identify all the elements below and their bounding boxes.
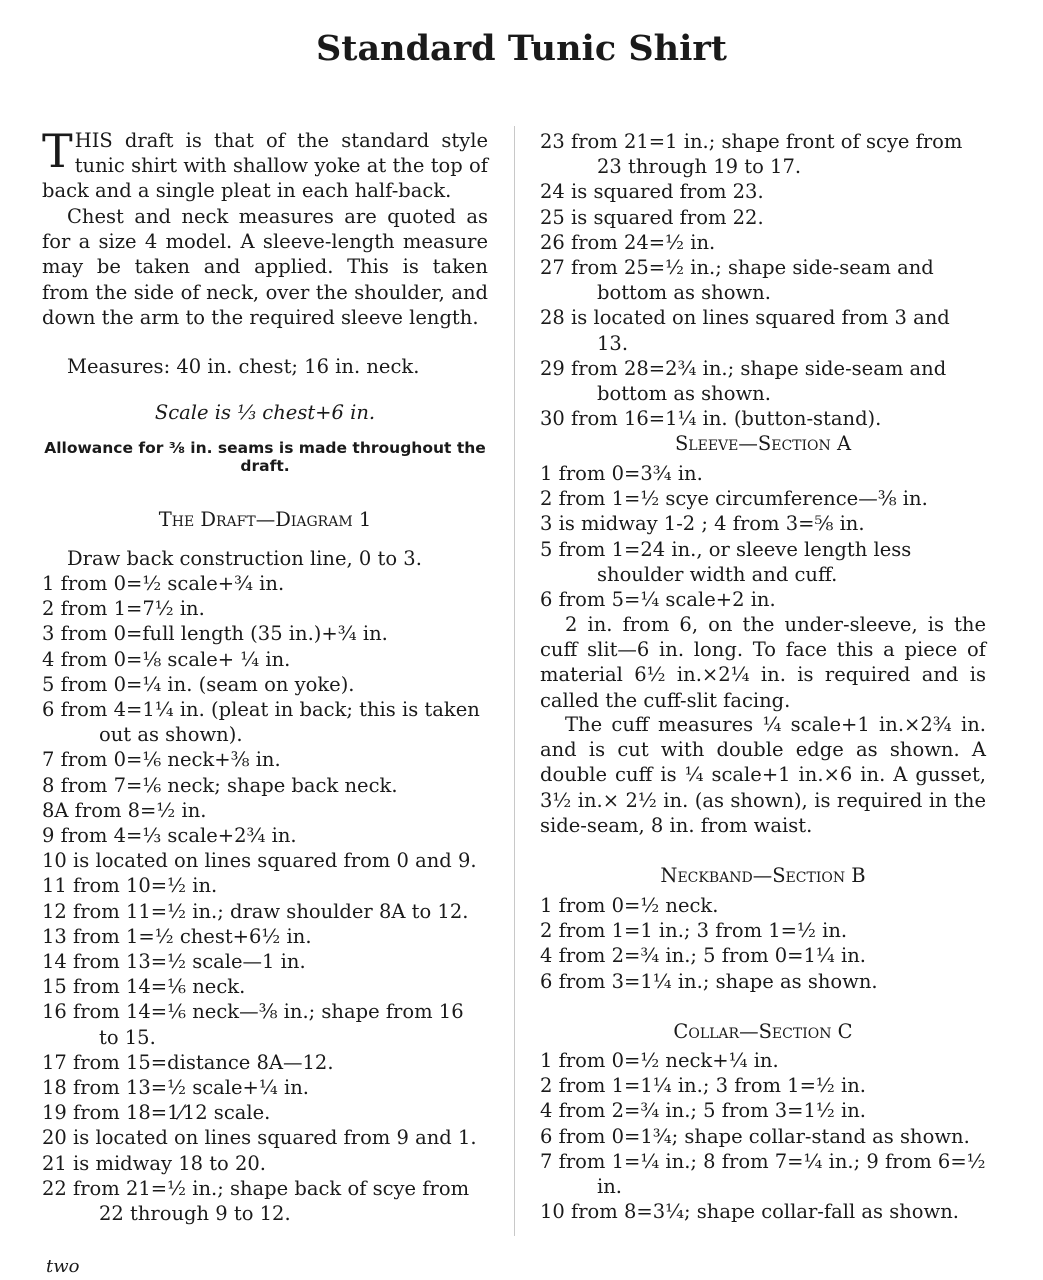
neckband-steps-list	[540, 893, 986, 994]
draft-step: 24 is squared from 23.	[540, 180, 764, 204]
draft-step: 14 from 13=½ scale—1 in.	[42, 950, 306, 974]
draft-step: 23 from 21=1 in.; shape front of scye from 23 through 19 to 17.	[540, 130, 963, 179]
draft-intro-line: Draw back construction line, 0 to 3.	[67, 547, 422, 570]
draft-step: 28 is located on lines squared from 3 and 13.	[540, 306, 950, 355]
draft-step: 15 from 14=⅙ neck.	[42, 975, 246, 999]
draft-step: 22 from 21=½ in.; shape back of scye from 22 through 9 to 12.	[42, 1176, 470, 1226]
draft-step: 9 from 4=⅓ scale+2¾ in.	[42, 824, 297, 848]
draft-step: 20 is located on lines squared from 9 and 1.	[42, 1126, 477, 1150]
measures-line: Measures: 40 in. chest; 16 in. neck.	[67, 355, 420, 378]
draft-step: 19 from 18=1⁄12 scale.	[42, 1101, 271, 1125]
draft-step: 10 is located on lines squared from 0 and 9.	[42, 849, 477, 873]
draft-step: 11 from 10=½ in.	[42, 874, 218, 898]
draft-heading: The Draft—Diagram 1	[158, 508, 372, 531]
draft-step: 5 from 0=¼ in. (seam on yoke).	[42, 672, 355, 696]
draft-step: 16 from 14=⅙ neck—⅜ in.; shape from 16 to 15.	[42, 1000, 464, 1049]
sleeve-heading: Sleeve—Section A	[674, 432, 852, 455]
sleeve-step: 2 from 1=½ scye circumference—⅜ in.	[540, 487, 928, 511]
collar-heading: Collar—Section C	[673, 1020, 853, 1043]
scale-line: Scale is ⅓ chest+6 in.	[154, 401, 376, 424]
draft-step: 4 from 0=⅛ scale+ ¼ in.	[42, 647, 291, 671]
draft-step: 17 from 15=distance 8A—12.	[42, 1050, 334, 1074]
collar-step: 2 from 1=1¼ in.; 3 from 1=½ in.	[540, 1074, 866, 1098]
neckband-step: 1 from 0=½ neck.	[540, 894, 719, 917]
intro-paragraph-1: THIS draft is that of the standard style tunic shirt with shallow yoke at the top of back and a single pleat in each half-back.	[42, 124, 488, 203]
sleeve-step: 1 from 0=3¾ in.	[540, 462, 703, 485]
draft-step: 8A from 8=½ in.	[42, 798, 207, 822]
draft-step: 8 from 7=⅙ neck; shape back neck.	[42, 773, 398, 797]
page-title: Standard Tunic Shirt	[316, 28, 727, 69]
sleeve-step: 5 from 1=24 in., or sleeve length less shoulder width and cuff.	[540, 537, 912, 586]
draft-step: 29 from 28=2¾ in.; shape side-seam and bottom as shown.	[540, 356, 947, 406]
collar-step: 1 from 0=½ neck+¼ in.	[540, 1049, 779, 1072]
intro-paragraph-2: Chest and neck measures are quoted as for a size 4 model. A sleeve-length measure may be taken and applied. This is taken from the side of neck, over the shoulder, and down the arm to the required sleeve length.	[42, 205, 488, 329]
draft-step: 6 from 4=1¼ in. (pleat in back; this is taken out as shown).	[42, 698, 480, 747]
draft-step: 27 from 25=½ in.; shape side-seam and bottom as shown.	[540, 256, 934, 305]
collar-step: 4 from 2=¾ in.; 5 from 3=1½ in.	[540, 1099, 866, 1123]
right-column	[540, 0, 986, 1280]
collar-step: 10 from 8=3¼; shape collar-fall as shown.	[540, 1200, 959, 1224]
draft-step: 30 from 16=1¼ in. (button-stand).	[540, 407, 882, 431]
neckband-step: 6 from 3=1¼ in.; shape as shown.	[540, 969, 878, 993]
collar-steps-list	[540, 1048, 986, 1224]
draft-steps-list	[42, 571, 488, 1226]
neckband-step: 4 from 2=¾ in.; 5 from 0=1¼ in.	[540, 944, 866, 968]
drop-cap: T	[42, 124, 73, 178]
sleeve-step: 6 from 5=¼ scale+2 in.	[540, 588, 776, 612]
draft-step: 12 from 11=½ in.; draw shoulder 8A to 12.	[42, 899, 469, 923]
collar-step: 6 from 0=1¾; shape collar-stand as shown.	[540, 1124, 970, 1148]
draft-step: 26 from 24=½ in.	[540, 230, 716, 254]
neckband-heading: Neckband—Section B	[660, 864, 866, 887]
draft-step: 3 from 0=full length (35 in.)+¾ in.	[42, 622, 388, 646]
draft-steps-continued	[540, 129, 986, 431]
page-number: two	[46, 1256, 80, 1277]
sleeve-step: 3 is midway 1-2 ; 4 from 3=⅝ in.	[540, 512, 865, 536]
sleeve-steps-list	[540, 461, 986, 612]
cuff-slit-paragraph: 2 in. from 6, on the under-sleeve, is the cuff slit—6 in. long. To face this a piece of material 6½ in.×2¼ in. is required and is called the cuff-slit facing.	[540, 613, 986, 712]
draft-step: 25 is squared from 22.	[540, 205, 764, 229]
draft-step: 1 from 0=½ scale+¾ in.	[42, 572, 285, 595]
draft-step: 13 from 1=½ chest+6½ in.	[42, 924, 312, 948]
allowance-note: Allowance for ⅜ in. seams is made throughout the draft.	[44, 439, 486, 475]
draft-step: 18 from 13=½ scale+¼ in.	[42, 1076, 309, 1100]
draft-step: 7 from 0=⅙ neck+⅜ in.	[42, 748, 281, 772]
collar-step: 7 from 1=¼ in.; 8 from 7=¼ in.; 9 from 6=½ in.	[540, 1149, 986, 1199]
draft-step: 2 from 1=7½ in.	[42, 597, 205, 621]
draft-step: 21 is midway 18 to 20.	[42, 1151, 266, 1175]
column-divider	[514, 126, 515, 1236]
neckband-step: 2 from 1=1 in.; 3 from 1=½ in.	[540, 919, 848, 943]
left-column	[42, 0, 488, 1280]
cuff-paragraph: The cuff measures ¼ scale+1 in.×2¾ in. and is cut with double edge as shown. A double cuff is ¼ scale+1 in.×6 in. A gusset, 3½ in.× 2½ in. (as shown), is required in the side-seam, 8 in. from waist.	[540, 713, 986, 837]
